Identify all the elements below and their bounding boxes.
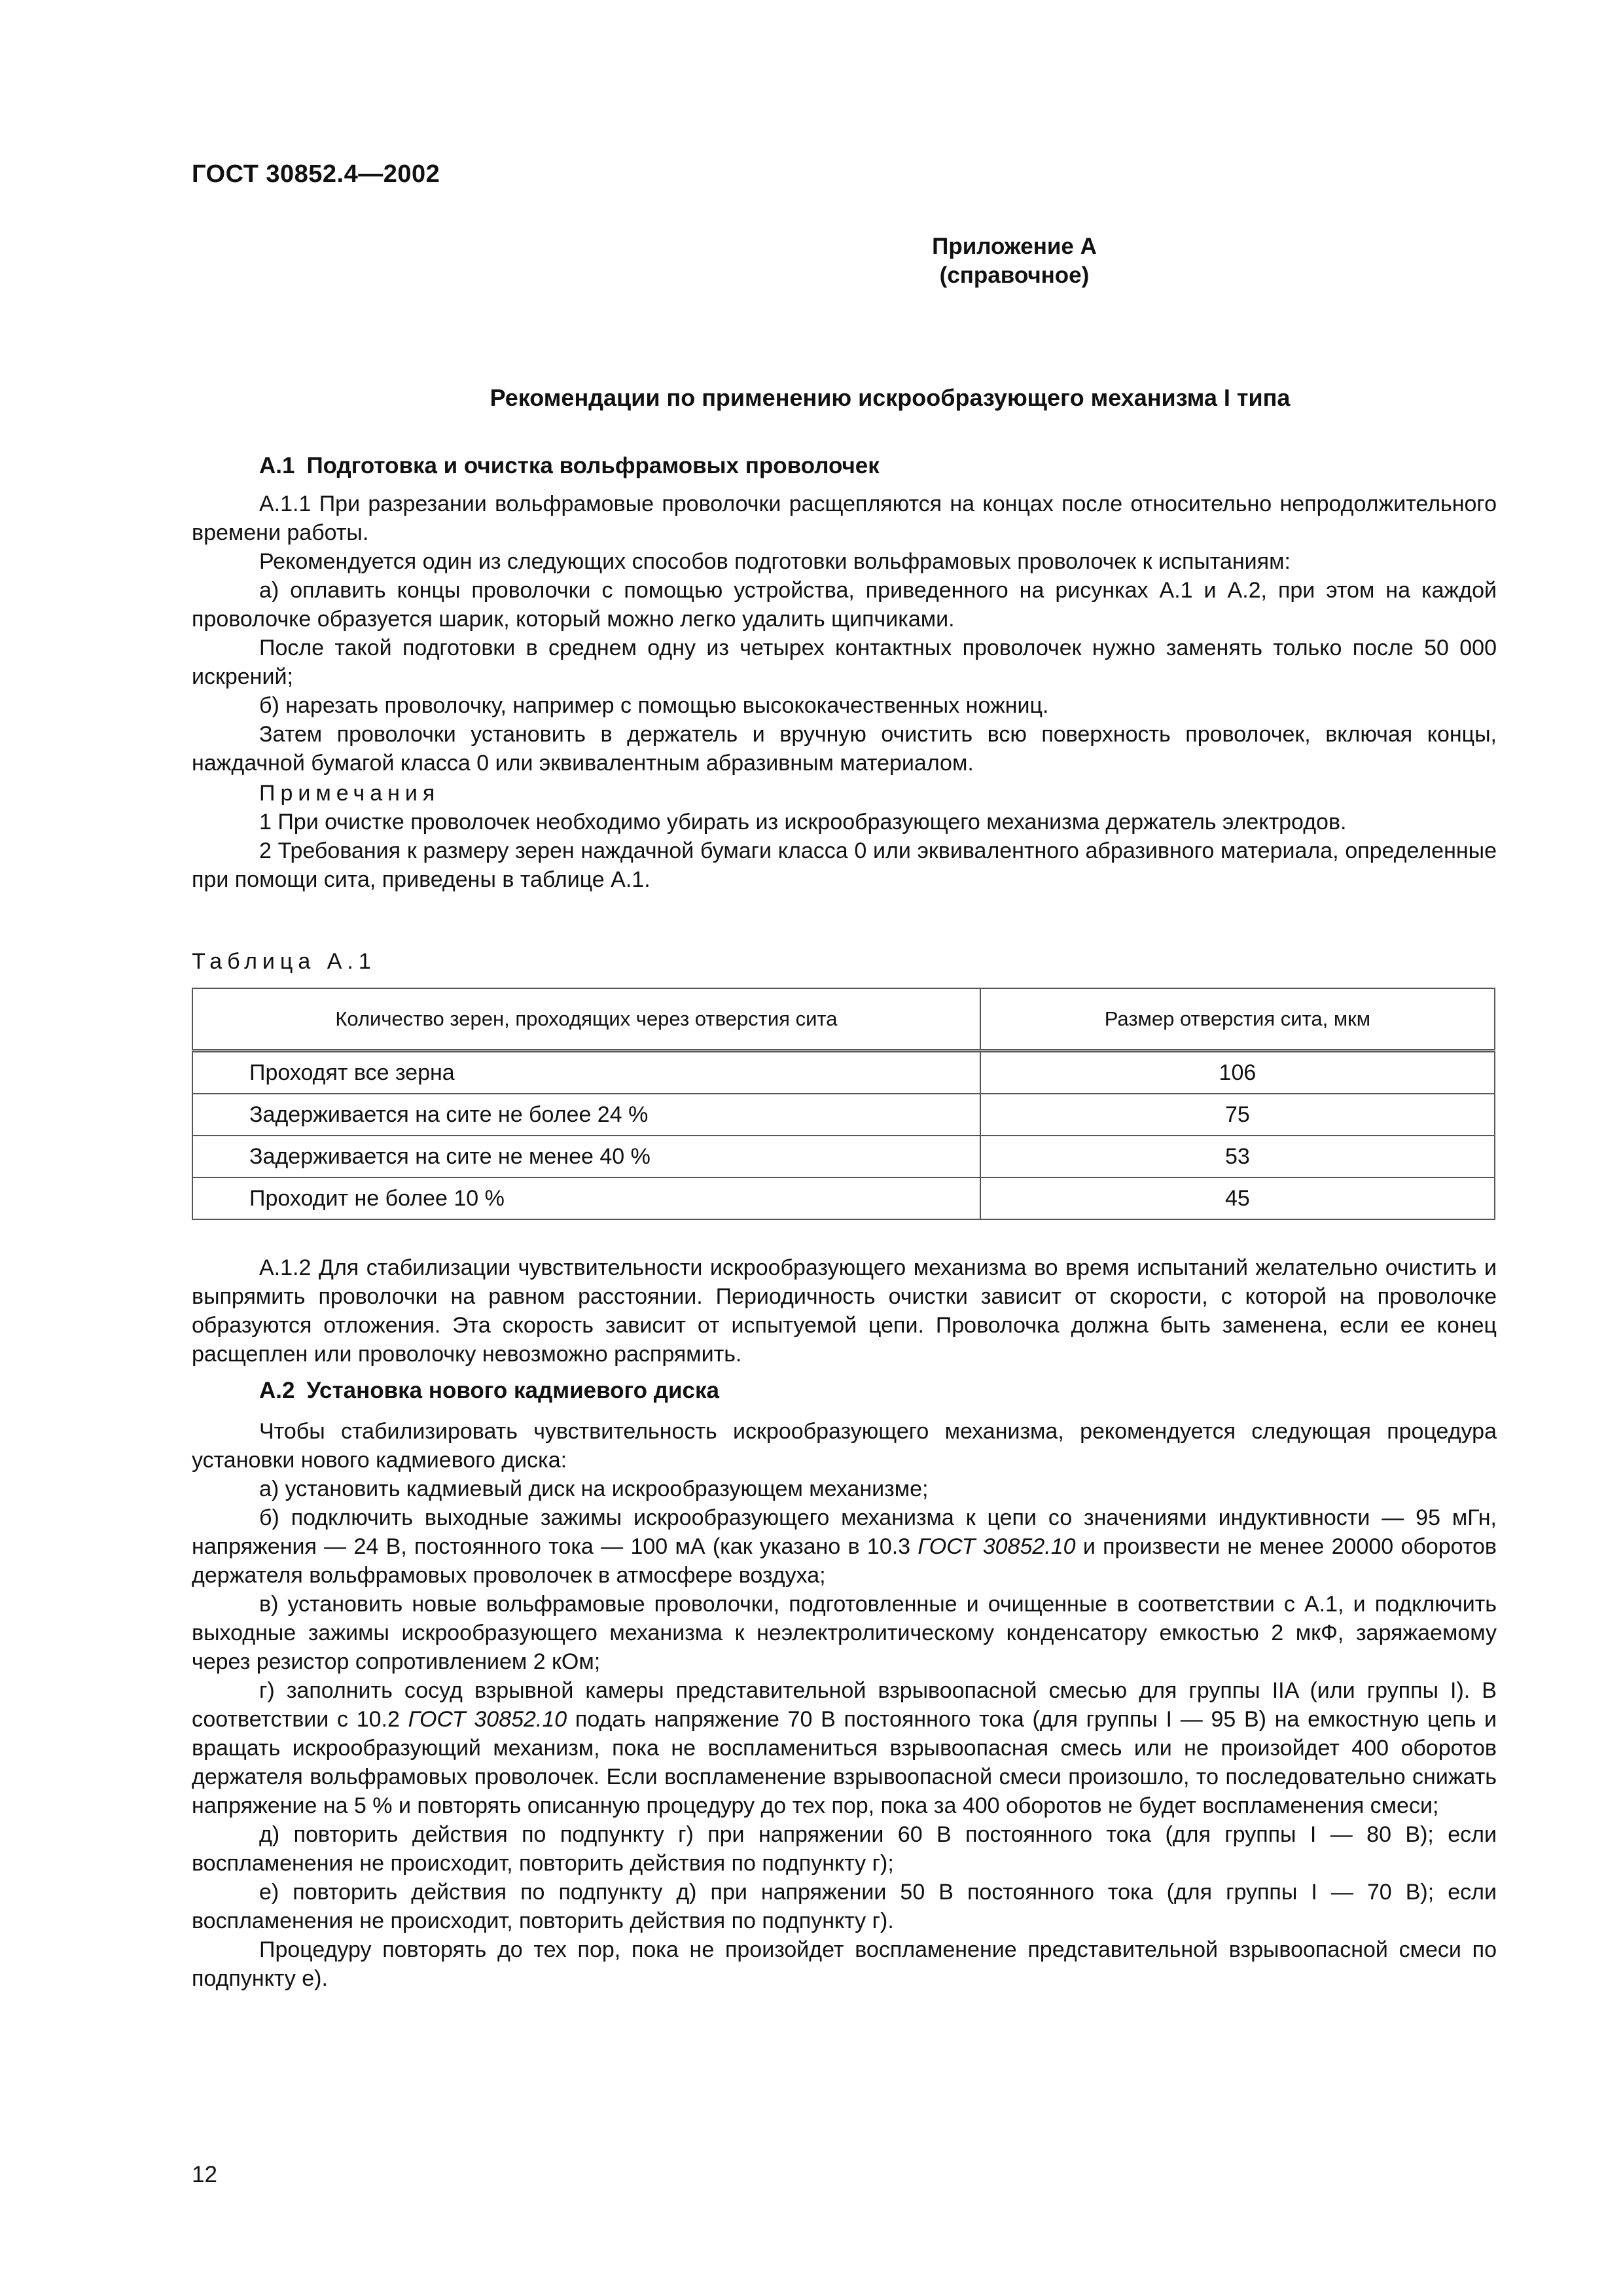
table-cell: 53: [980, 1136, 1495, 1177]
notes-title: Примечания: [259, 781, 440, 806]
paragraph: Затем проволочки установить в держатель и вручную очистить всю поверхность проволочек, включая концы, наждачной бумагой класса 0 или эквивалентным абразивным материалом.: [192, 722, 1497, 776]
paragraph: Процедуру повторять до тех пор, пока не произойдет воспламенение представительной взрывоопасной смеси по подпункту е).: [192, 1937, 1497, 1991]
paragraph: А.1.2 Для стабилизации чувствительности искрообразующего механизма во время испытаний желательно очистить и выпрямить проволочки на равном расстоянии. Периодичность очистки зависит от скорости, с которой на проволочке образуются отложения. Эта скорость зависит от испытуемой цепи. Проволочка должна быть заменена, если ее конец расщеплен или проволочку невозможно распрямить.: [192, 1255, 1497, 1367]
table-cell: Задерживается на сите не более 24 %: [192, 1094, 980, 1136]
table-row: [192, 1136, 1495, 1177]
section-title: Установка нового кадмиевого диска: [306, 1378, 719, 1403]
table-row: [192, 1177, 1495, 1219]
list-item: а) установить кадмиевый диск на искрообразующем механизме;: [259, 1477, 929, 1501]
appendix-heading: [0, 232, 1623, 290]
page-number: 12: [192, 2162, 217, 2187]
appendix-label: Приложение А: [932, 234, 1097, 259]
appendix-type: (справочное): [939, 262, 1090, 288]
table-row: [192, 1094, 1495, 1136]
table-cell: 45: [980, 1177, 1495, 1219]
paragraph: А.1.1 При разрезании вольфрамовые проволочки расщепляются на концах после относительно непродолжительного времени работы.: [192, 492, 1497, 545]
table-cell: 75: [980, 1094, 1495, 1136]
column-header: Количество зерен, проходящих через отверстия сита: [192, 988, 980, 1051]
standard-reference: ГОСТ 30852.10: [918, 1534, 1076, 1559]
text-run: г) заполнить сосуд взрывной камеры представительной взрывоопасной смесью для группы IIA (или группы I). В соответствии с 10.2: [192, 1678, 1497, 1732]
section-a1: [192, 452, 1497, 894]
list-item: б) нарезать проволочку, например с помощью высококачественных ножниц.: [259, 693, 1049, 718]
text-run: подать напряжение 70 В постоянного тока (для группы I — 95 В) на емкостную цепь и вращать искрообразующий механизм, пока не воспламениться взрывоопасная смесь или не произойдет 400 оборотов держателя вольфрамовых проволочек. Если воспламенение взрывоопасной смеси произошло, то последовательно снижать напряжение на 5 % и повторять описанную процедуру до тех пор, пока за 400 оборотов не будет воспламенения смеси;: [192, 1707, 1497, 1818]
table-cell: Проходят все зерна: [192, 1051, 980, 1094]
page-title: Рекомендации по применению искрообразующего механизма I типа: [490, 384, 1291, 411]
paragraph: После такой подготовки в среднем одну из четырех контактных проволочек нужно заменять только после 50 000 искрений;: [192, 636, 1497, 689]
section-number: А.2: [259, 1378, 295, 1403]
note-item: 2 Требования к размеру зерен наждачной бумаги класса 0 или эквивалентного абразивного материала, определенные при помощи сита, приведены в таблице А.1.: [192, 838, 1497, 892]
list-item: д) повторить действия по подпункту г) при напряжении 60 В постоянного тока (для группы I — 80 В); если воспламенения не происходит, повторить действия по подпункту г);: [192, 1822, 1497, 1876]
list-item: а) оплавить концы проволочки с помощью устройства, приведенного на рисунках А.1 и А.2, при этом на каждой проволочке образуется шарик, который можно легко удалить щипчиками.: [192, 578, 1497, 632]
paragraph: Рекомендуется один из следующих способов подготовки вольфрамовых проволочек к испытаниям:: [259, 549, 1291, 574]
text-run: и произвести не менее 20000 оборотов держателя вольфрамовых проволочек в атмосфере воздуха;: [192, 1534, 1497, 1588]
table-row: [192, 1051, 1495, 1094]
section-number: А.1: [259, 453, 295, 478]
sieve-table: [192, 988, 1495, 1220]
standard-reference: ГОСТ 30852.10: [408, 1707, 567, 1732]
table-cell: 106: [980, 1051, 1495, 1094]
section-a2-block: [192, 1253, 1497, 1993]
list-item: [192, 1676, 1497, 1820]
list-item: е) повторить действия по подпункту д) при напряжении 50 В постоянного тока (для группы I — 70 В); если воспламенения не происходит, повторить действия по подпункту г).: [192, 1880, 1497, 1933]
table-header-row: [192, 988, 1495, 1051]
section-title: Подготовка и очистка вольфрамовых проволочек: [306, 453, 880, 478]
table-caption: Таблица А.1: [192, 949, 376, 974]
list-item: в) установить новые вольфрамовые проволочки, подготовленные и очищенные в соответствии с А.1, и подключить выходные зажимы искрообразующего механизма к неэлектролитическому конденсатору емкостью 2 мкФ, заряжаемому через резистор сопротивлением 2 кОм;: [192, 1592, 1497, 1674]
column-header: Размер отверстия сита, мкм: [980, 988, 1495, 1051]
table-cell: Проходит не более 10 %: [192, 1177, 980, 1219]
paragraph: Чтобы стабилизировать чувствительность искрообразующего механизма, рекомендуется следующая процедура установки нового кадмиевого диска:: [192, 1419, 1497, 1473]
section-a2-heading: [192, 1376, 1497, 1405]
table-cell: Задерживается на сите не менее 40 %: [192, 1136, 980, 1177]
note-item: 1 При очистке проволочек необходимо убирать из искрообразующего механизма держатель электродов.: [259, 810, 1347, 834]
section-a1-heading: [192, 452, 1497, 480]
list-item: [192, 1503, 1497, 1590]
text-run: б) подключить выходные зажимы искрообразующего механизма к цепи со значениями индуктивности — 95 мГн, напряжения — 24 В, постоянного тока — 100 мА (как указано в 10.3: [192, 1505, 1497, 1559]
standard-code: ГОСТ 30852.4—2002: [192, 160, 440, 188]
